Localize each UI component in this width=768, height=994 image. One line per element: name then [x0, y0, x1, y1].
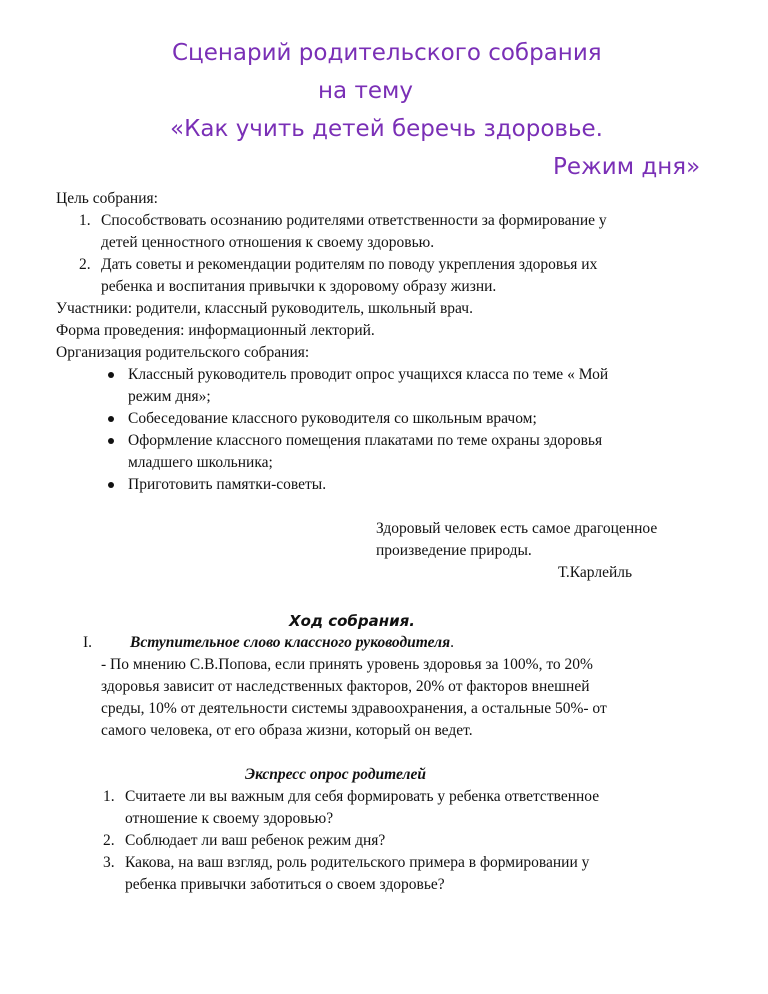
goal-item-number: 1.	[79, 212, 91, 229]
form-text: Форма проведения: информационный лекторий.	[56, 322, 375, 339]
document-title-line-4: Режим дня»	[553, 154, 701, 180]
document-title-line-2: на тему	[318, 78, 413, 104]
survey-item-line: ребенка привычки заботиться о своем здоровье?	[125, 876, 445, 893]
organization-label: Организация родительского собрания:	[56, 344, 310, 361]
organization-item-line: младшего школьника;	[128, 454, 273, 471]
goal-item-line: ребенка и воспитания привычки к здоровому образу жизни.	[101, 278, 497, 295]
survey-item-number: 2.	[103, 832, 115, 849]
bullet-icon	[108, 372, 114, 378]
organization-item-line: режим дня»;	[128, 388, 211, 405]
section-number: I.	[83, 634, 93, 651]
epigraph-line: произведение природы.	[376, 542, 532, 559]
survey-item-line: отношение к своему здоровью?	[125, 810, 334, 827]
bullet-icon	[108, 416, 114, 422]
section-title-period: .	[450, 634, 454, 651]
survey-heading: Экспресс опрос родителей	[245, 766, 426, 783]
paragraph-line: среды, 10% от деятельности системы здравоохранения, а остальные 50%- от	[101, 700, 607, 717]
section-title-text: Вступительное слово классного руководителя	[130, 634, 451, 651]
survey-item-number: 3.	[103, 854, 115, 871]
survey-item-line: Какова, на ваш взгляд, роль родительского примера в формировании у	[125, 854, 590, 871]
goal-item-line: детей ценностного отношения к своему здоровью.	[101, 234, 435, 251]
paragraph-line: самого человека, от его образа жизни, который он ведет.	[101, 722, 473, 739]
organization-item-line: Классный руководитель проводит опрос учащихся класса по теме « Мой	[128, 366, 609, 383]
survey-item-number: 1.	[103, 788, 115, 805]
goal-item-line: Дать советы и рекомендации родителям по поводу укрепления здоровья их	[101, 256, 598, 273]
bullet-icon	[108, 482, 114, 488]
participants-text: Участники: родители, классный руководитель, школьный врач.	[56, 300, 473, 317]
organization-item-line: Приготовить памятки-советы.	[128, 476, 327, 493]
organization-item-line: Собеседование классного руководителя со школьным врачом;	[128, 410, 537, 427]
document-title-line-3: «Как учить детей беречь здоровье.	[170, 116, 603, 142]
survey-item-line: Соблюдает ли ваш ребенок режим дня?	[125, 832, 386, 849]
survey-item-line: Считаете ли вы важным для себя формировать у ребенка ответственное	[125, 788, 600, 805]
organization-item-line: Оформление классного помещения плакатами по теме охраны здоровья	[128, 432, 603, 449]
document-title-line-1: Сценарий родительского собрания	[172, 40, 602, 66]
goal-item-number: 2.	[79, 256, 91, 273]
epigraph-author: Т.Карлейль	[558, 564, 633, 581]
goal-item-line: Способствовать осознанию родителями ответственности за формирование у	[101, 212, 607, 229]
goal-label: Цель собрания:	[56, 190, 158, 207]
bullet-icon	[108, 438, 114, 444]
section-title	[130, 632, 454, 654]
epigraph-line: Здоровый человек есть самое драгоценное	[376, 520, 658, 537]
paragraph-line: - По мнению С.В.Попова, если принять уровень здоровья за 100%, то 20%	[101, 656, 593, 673]
meeting-heading: Ход собрания.	[289, 612, 415, 630]
paragraph-line: здоровья зависит от наследственных факторов, 20% от факторов внешней	[101, 678, 590, 695]
